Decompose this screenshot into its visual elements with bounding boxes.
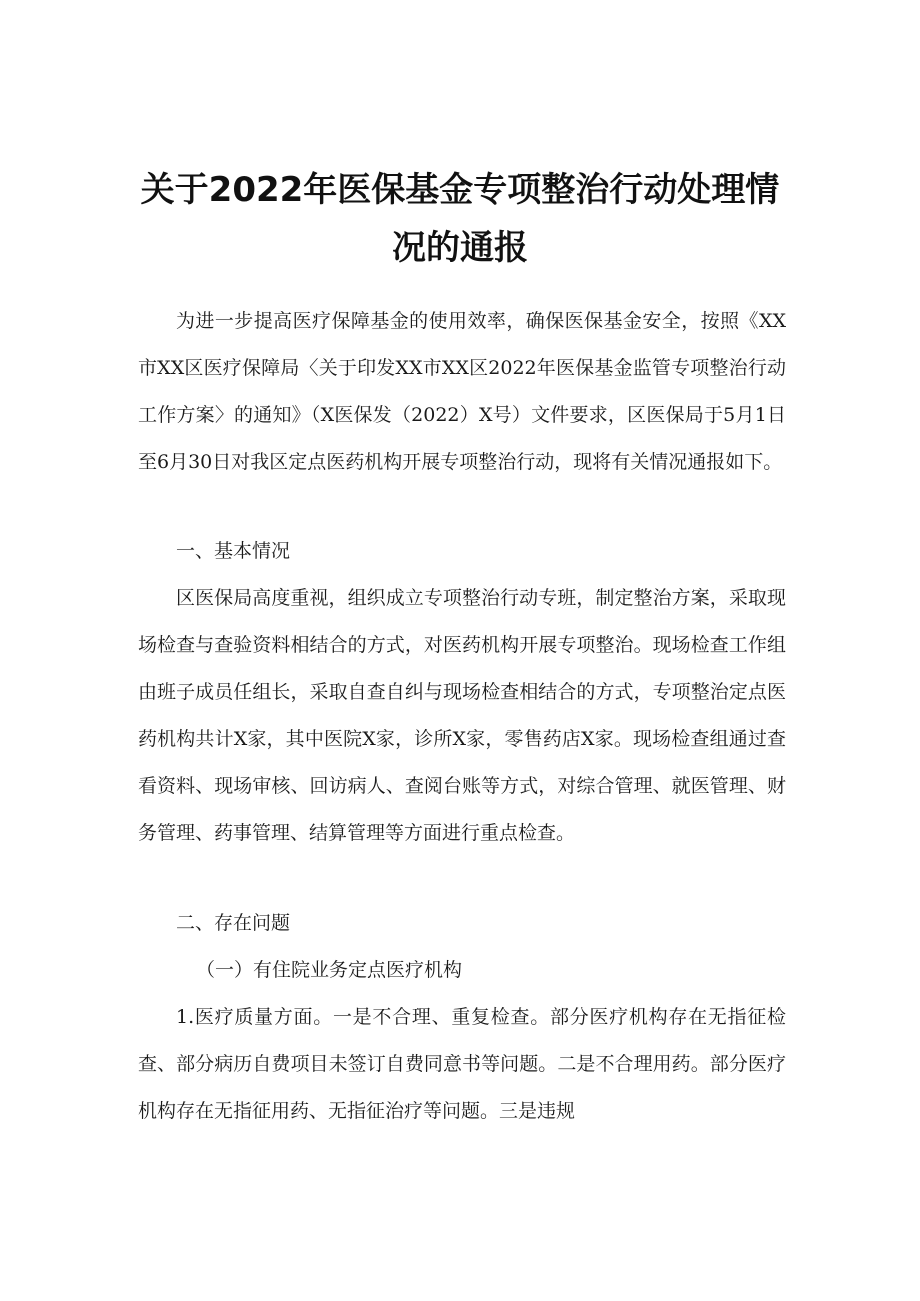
basic-situation-paragraph: 区医保局高度重视，组织成立专项整治行动专班，制定整治方案，采取现场检查与查验资料相结合的方式，对医药机构开展专项整治。现场检查工作组由班子成员任组长，采取自查自纠与现场检查相结合的方式，专项整治定点医药机构共计X家，其中医院X家，诊所X家，零售药店X家。现场检查组通过查看资料、现场审核、回访病人、查阅台账等方式，对综合管理、就医管理、财务管理、药事管理、结算管理等方面进行重点检查。 <box>138 587 786 844</box>
document-title-line-1: 关于2022年医保基金专项整治行动处理情 <box>140 170 780 210</box>
medical-quality-paragraph: 1.医疗质量方面。一是不合理、重复检查。部分医疗机构存在无指征检查、部分病历自费项目未签订自费同意书等问题。二是不合理用药。部分医疗机构存在无指征用药、无指征治疗等问题。三是违规 <box>138 1006 786 1122</box>
intro-paragraph: 为进一步提高医疗保障基金的使用效率，确保医保基金安全，按照《XX市XX区医疗保障局〈关于印发XX市XX区2022年医保基金监管专项整治行动工作方案〉的通知》（X医保发（2022）X号）文件要求，区医保局于5月1日至6月30日对我区定点医药机构开展专项整治行动，现将有关情况通报如下。 <box>138 310 786 473</box>
section-heading-problems: 二、存在问题 <box>176 912 291 934</box>
section-heading-basic: 一、基本情况 <box>176 540 291 562</box>
subsection-heading-inpatient: （一）有住院业务定点医疗机构 <box>196 959 463 981</box>
document-title-line-2: 况的通报 <box>392 228 528 268</box>
